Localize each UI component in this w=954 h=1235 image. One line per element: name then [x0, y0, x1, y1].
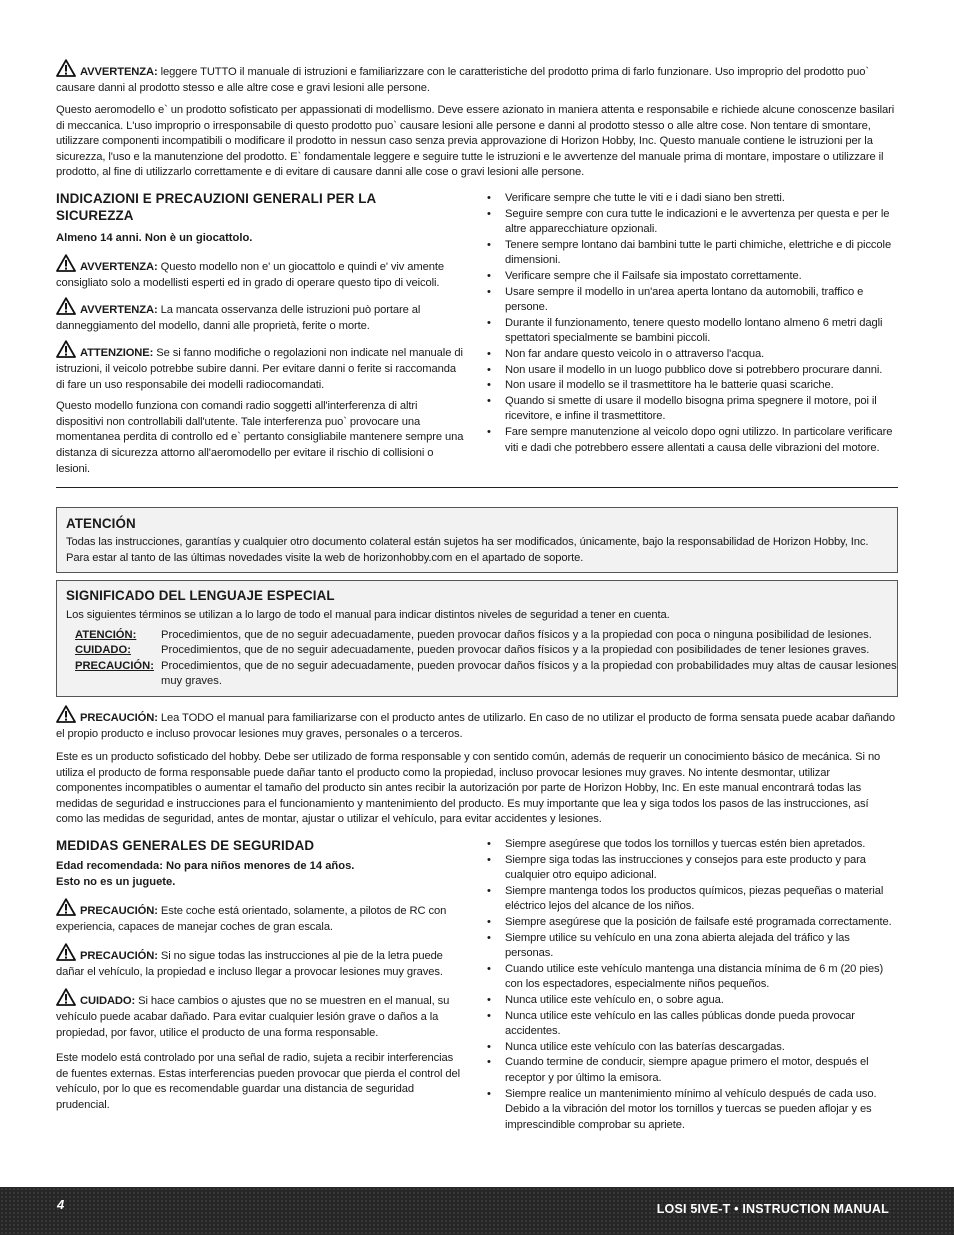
it-warning-2: [56, 254, 464, 291]
page-footer: [0, 1187, 954, 1235]
warning-text: Este coche está orientado, solamente, a pilotos de RC con experiencia, capaces de manejar coches de gran escala.: [56, 905, 447, 933]
warning-label: AVVERTENZA:: [80, 66, 158, 78]
box-text: Todas las instrucciones, garantías y cualquier otro documento colateral están sujetos ha ser modificados, únicamente, bajo la responsabilidad de Horizon Hobby, Inc. Para estar al tanto de las últimas novedades visite la web de horizonhobby.com en el apartado de soporte.: [66, 536, 869, 564]
bullet-item: • Siempre mantenga todos los productos químicos, piezas pequeñas o material eléctrico lejos del alcance de los niños.: [485, 884, 899, 915]
es-cuidado: [56, 988, 464, 1041]
warning-label: AVVERTENZA:: [80, 261, 158, 273]
es-precaucion-2: [56, 898, 464, 935]
it-right-column: [485, 191, 899, 456]
intro-paragraph: Este es un producto sofisticado del hobby. Debe ser utilizado de forma responsable y con sentido común, además de requerir un conocimiento básico de mecánica. Si no utiliza el producto de forma responsable puede dañar tanto el producto como la propiedad, incluso provocar lesiones muy graves. No intente desmontar, utilizar componentes incompatibles o aumentar el tamaño del producto sin antes recibir la autorización por parte de Horizon Hobby, Inc. En este manual encontrará todas las medidas de seguridad e instrucciones para el funcionamiento y mantenimiento del producto. Es muy importante que lea y siga todos los pasos de las instrucciones, así como las medidas de seguridad, antes de montar, ajustar o utilizar el vehículo, para evitar accidentes y lesiones.: [56, 751, 881, 826]
bullet-item: • Siempre realice un mantenimiento mínimo al vehículo después de cada uso. Debido a la vibración del motor los tornillos y tuercas se pueden aflojar y es imprescindible comprobar su apriete.: [485, 1087, 899, 1134]
bullet-item: • Durante il funzionamento, tenere questo modello lontano almeno 6 metri dagli spettatori specialmente se bambini piccoli.: [485, 316, 899, 347]
box-title: ATENCIÓN: [66, 516, 136, 531]
warning-text: Si hace cambios o ajustes que no se muestren en el manual, su vehículo puede acabar dañado. Para evitar cualquier lesión grave o daños a la propiedad, por favor, utilice el producto de una forma responsable.: [56, 995, 450, 1039]
definition-text: Procedimientos, que de no seguir adecuadamente, pueden provocar daños físicos y a la propiedad con probabilidades muy altas de causar lesiones muy graves.: [161, 659, 897, 688]
bullet-item: • Siempre utilice su vehículo en una zona abierta alejada del tráfico y las personas.: [485, 931, 899, 962]
definition-term: ATENCIÓN:: [75, 628, 137, 641]
bullet-list: [485, 191, 899, 456]
warning-icon: [56, 254, 76, 272]
it-warning-3: [56, 297, 464, 334]
warning-icon: [56, 898, 76, 916]
bullet-item: • Verificare sempre che il Failsafe sia impostato correttamente.: [485, 269, 899, 285]
bullet-item: • Seguire sempre con cura tutte le indicazioni e le avvertenza per questa e per le altre apparecchiature opzionali.: [485, 207, 899, 238]
bullet-item: • Non far andare questo veicolo in o attraverso l'acqua.: [485, 347, 899, 363]
warning-text: Lea TODO el manual para familiarizarse con el producto antes de utilizarlo. En caso de no utilizar el producto de forma sensata puede acabar dañando el propio producto e incluso provocar lesiones muy graves, personales o a terceros.: [56, 712, 896, 740]
bullet-list: [485, 837, 899, 1133]
atencion-box: [56, 507, 898, 573]
es-right-column: [485, 837, 899, 1133]
bullet-item: • Nunca utilice este vehículo en las calles públicas donde pueda provocar accidentes.: [485, 1009, 899, 1040]
age-notice: Edad recomendada: No para niños menores de 14 años.: [56, 860, 355, 872]
warning-label: AVVERTENZA:: [80, 304, 158, 317]
page-number: 4: [57, 1197, 65, 1212]
intro-paragraph: Questo aeromodello e` un prodotto sofisticato per appassionati di modellismo. Deve essere azionato in maniera attenta e responsabile e richiede alcune conoscenze basilari di meccanica. L'uso improprio o irresponsabile di questo prodotto puo` causare lesioni alle persone e danni al prodotto stesso o alle altre cose. Non tentare di smontare, utilizzare componenti incompatibili o modificare il prodotto in nessun caso senza previa approvazione di Horizon Hobby, Inc. Questo manuale contiene le istruzioni per la sicurezza, l'uso e la manutenzione del prodotto. E` fondamentale leggere e seguire tutte le istruzioni e le avvertenze del manuale prima di montare, impostare o utilizzare il prodotto, al fine di utilizzarlo correttamente e di evitare di causare danni alle cose o gravi lesioni alle persone.: [56, 104, 895, 179]
toy-notice: Esto no es un juguete.: [56, 876, 176, 888]
es-left-column: [56, 837, 464, 1114]
it-intro: [56, 103, 898, 181]
bullet-item: • Nunca utilice este vehículo con las baterías descargadas.: [485, 1040, 899, 1056]
lenguaje-box: [56, 580, 898, 697]
warning-icon: [56, 59, 76, 77]
warning-label: PRECAUCIÓN:: [80, 950, 158, 963]
bullet-item: • Non usare il modello in un luogo pubblico dove si potrebbero procurare danni.: [485, 363, 899, 379]
definition-term: PRECAUCIÓN:: [75, 659, 154, 672]
warning-icon: [56, 943, 76, 961]
manual-title: LOSI 5IVE-T • INSTRUCTION MANUAL: [656, 1202, 889, 1216]
warning-label: PRECAUCIÓN:: [80, 712, 158, 724]
warning-text: Si no sigue todas las instrucciones al pie de la letra puede dañar el vehículo, la propiedad e incluso llegar a provocar lesiones muy graves.: [56, 950, 443, 978]
bullet-item: • Non usare il modello se il trasmettitore ha le batterie quasi scariche.: [485, 378, 899, 394]
bullet-item: • Cuando utilice este vehículo mantenga una distancia mínima de 6 m (20 pies) con los espectadores, especialmente niños pequeños.: [485, 962, 899, 993]
bullet-item: • Verificare sempre che tutte le viti e i dadi siano ben stretti.: [485, 191, 899, 207]
definition-term: CUIDADO:: [75, 644, 131, 657]
definition-row: [75, 659, 897, 690]
bullet-item: • Siempre asegúrese que todos los tornillos y tuercas estén bien apretados.: [485, 837, 899, 853]
warning-label: ATTENZIONE:: [80, 347, 154, 360]
warning-icon: [56, 988, 76, 1006]
es-intro: [56, 750, 898, 828]
divider: [56, 487, 898, 488]
es-precaucion-1: [56, 705, 898, 742]
es-precaucion-3: [56, 943, 464, 980]
bullet-item: • Cuando termine de conducir, siempre apague primero el motor, después el receptor y por último la emisora.: [485, 1055, 899, 1086]
section-heading: INDICAZIONI E PRECAUZIONI GENERALI PER LA SICUREZZA: [56, 191, 376, 223]
it-attention: [56, 340, 464, 393]
it-warning-1: [56, 59, 898, 96]
bullet-item: • Nunca utilice este vehículo en, o sobre agua.: [485, 993, 899, 1009]
radio-paragraph: Este modelo está controlado por una señal de radio, sujeta a recibir interferencias de fuentes externas. Estas interferencias pueden provocar que pierda el control del vehículo, por lo que es recomendable guardar una distancia de seguridad prudencial.: [56, 1052, 461, 1111]
radio-paragraph: Questo modello funziona con comandi radio soggetti all'interferenza di altri dispositivi non controllabili dall'utente. Tale interferenza puo` provocare una momentanea perdita di controllo ed e` pertanto consigliabile mantenere sempre una distanza di sicurezza attorno all'aeromodello per evitare il rischio di collisioni o lesioni.: [56, 400, 464, 475]
definition-text: Procedimientos, que de no seguir adecuadamente, pueden provocar daños físicos y a la propiedad con posibilidades de tener lesiones graves.: [161, 644, 870, 657]
section-heading: MEDIDAS GENERALES DE SEGURIDAD: [56, 838, 315, 853]
box-intro: Los siguientes términos se utilizan a lo largo de todo el manual para indicar distintos niveles de seguridad a tener en cuenta.: [66, 609, 670, 621]
warning-icon: [56, 297, 76, 315]
bullet-item: • Siempre siga todas las instrucciones y consejos para este producto y para cualquier otro equipo adicional.: [485, 853, 899, 884]
definitions-list: [75, 628, 897, 690]
bullet-item: • Usare sempre il modello in un'area aperta lontano da automobili, traffico e persone.: [485, 285, 899, 316]
age-notice: Almeno 14 anni. Non è un giocattolo.: [56, 232, 253, 244]
warning-icon: [56, 705, 76, 723]
warning-icon: [56, 340, 76, 358]
bullet-item: • Quando si smette di usare il modello bisogna prima spegnere il motore, poi il ricevitore, e infine il trasmettitore.: [485, 394, 899, 425]
bullet-item: • Fare sempre manutenzione al veicolo dopo ogni utilizzo. In particolare verificare viti e dadi che potrebbero essere allentati a causa delle vibrazioni del motore.: [485, 425, 899, 456]
warning-text: La mancata osservanza delle istruzioni può portare al danneggiamento del modello, danni alle proprietà, ferite o morte.: [56, 304, 421, 332]
warning-label: CUIDADO:: [80, 995, 136, 1008]
bullet-item: • Tenere sempre lontano dai bambini tutte le parti chimiche, elettriche e di piccole dimensioni.: [485, 238, 899, 269]
definition-text: Procedimientos, que de no seguir adecuadamente, pueden provocar daños físicos y a la propiedad con poca o ninguna posibilidad de lesiones.: [161, 628, 872, 641]
it-left-column: [56, 190, 464, 477]
warning-text: Se si fanno modifiche o regolazioni non indicate nel manuale di istruzioni, il veicolo potrebbe subire danni. Per evitare danni o ferite si raccomanda di fare un uso responsabile dei modelli radiocomandati.: [56, 347, 463, 391]
warning-text: Questo modello non e' un giocattolo e quindi e' viv amente consigliato solo a modellisti esperti ed in grado di operare questo tipo di veicoli.: [56, 261, 444, 289]
warning-text: leggere TUTTO il manuale di istruzioni e familiarizzare con le caratteristiche del prodotto prima di farlo funzionare. Uso improprio del prodotto puo` causare danni al prodotto stesso e alle altre cose e gravi lesioni alle persone.: [56, 66, 870, 94]
bullet-item: • Siempre asegúrese que la posición de failsafe esté programada correctamente.: [485, 915, 899, 931]
definition-row: [75, 628, 897, 644]
warning-label: PRECAUCIÓN:: [80, 905, 158, 917]
box-title: SIGNIFICADO DEL LENGUAJE ESPECIAL: [66, 588, 335, 603]
definition-row: [75, 643, 897, 659]
